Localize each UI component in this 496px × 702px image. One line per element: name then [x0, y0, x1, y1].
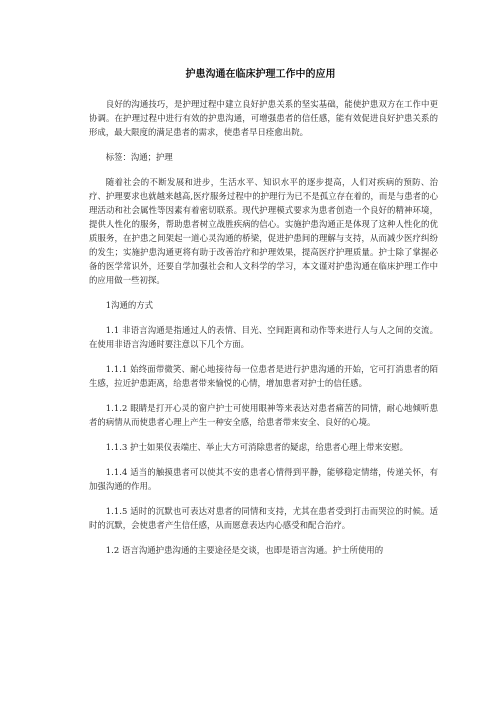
intro-paragraph: 随着社会的不断发展和进步，生活水平、知识水平的逐步提高，人们对疾病的预防、治疗、护理要求也就越来越高,医疗服务过程中的护理行为已不是孤立存在着的，而是与患者的心理活动和社会属性等因素有着密切联系。现代护理模式要求为患者创造一个良好的精神环境，提供人性化的服务，帮助患者树立战胜疾病的信心。实施护患沟通正是体现了这种人性化的优质服务，在护患之间架起一道心灵沟通的桥梁，促进护患间的理解与支持，从而减少医疗纠纷的发生；实施护患沟通更将有助于改善治疗和护理效果，提高医疗护理质量。护士除了掌握必备的医学常识外，还要自学加强社会和人文科学的学习，本文谨对护患沟通在临床护理工作中的应用做一些初探。: [89, 177, 438, 285]
section-heading-1: 1沟通的方式: [105, 300, 153, 310]
paragraph-1-2: 1.2 语言沟通护患沟通的主要途径是交谈，也即是语言沟通。护士所使用的: [105, 545, 384, 555]
paragraph-1-1-1: 1.1.1 始终面带微笑、耐心地接待每一位患者是进行护患沟通的开始，它可打消患者的陌生感，拉近护患距离，给患者带来愉悦的心情，增加患者对护士的信任感。: [89, 364, 438, 388]
abstract-paragraph: 良好的沟通技巧，是护理过程中建立良好护患关系的坚实基础，能使护患双方在工作中更协调。在护理过程中进行有效的护患沟通，可增强患者的信任感，能有效促进良好护患关系的形成，最大限度的满足患者的需求，使患者早日痊愈出院。: [89, 99, 438, 137]
paragraph-1-1-5: 1.1.5 适时的沉默也可表达对患者的同情和支持，尤其在患者受到打击而哭泣的时候。适时的沉默，会使患者产生信任感，从而愿意表达内心感受和配合治疗。: [89, 506, 438, 530]
paragraph-1-1-3: 1.1.3 护士如果仪表端庄、举止大方可消除患者的疑虑，给患者心理上带来安慰。: [105, 442, 409, 452]
document-title: 护患沟通在临床护理工作中的应用: [185, 69, 336, 80]
paragraph-1-1-4: 1.1.4 适当的触摸患者可以使其不安的患者心情得到平静，能够稳定情绪，传递关怀，有加强沟通的作用。: [89, 467, 438, 491]
keywords-line: 标签：沟通；护理: [105, 152, 173, 162]
paragraph-1-1-2: 1.1.2 眼睛是打开心灵的窗户护士可使用眼神等来表达对患者痛苦的同情，耐心地倾听患者的病情从而使患者心理上产生一种安全感，给患者带来安全、良好的心境。: [89, 403, 438, 427]
paragraph-1-1: 1.1 非语言沟通是指通过人的表情、目光、空间距离和动作等来进行人与人之间的交流。在使用非语言沟通时要注意以下几个方面。: [89, 325, 438, 349]
